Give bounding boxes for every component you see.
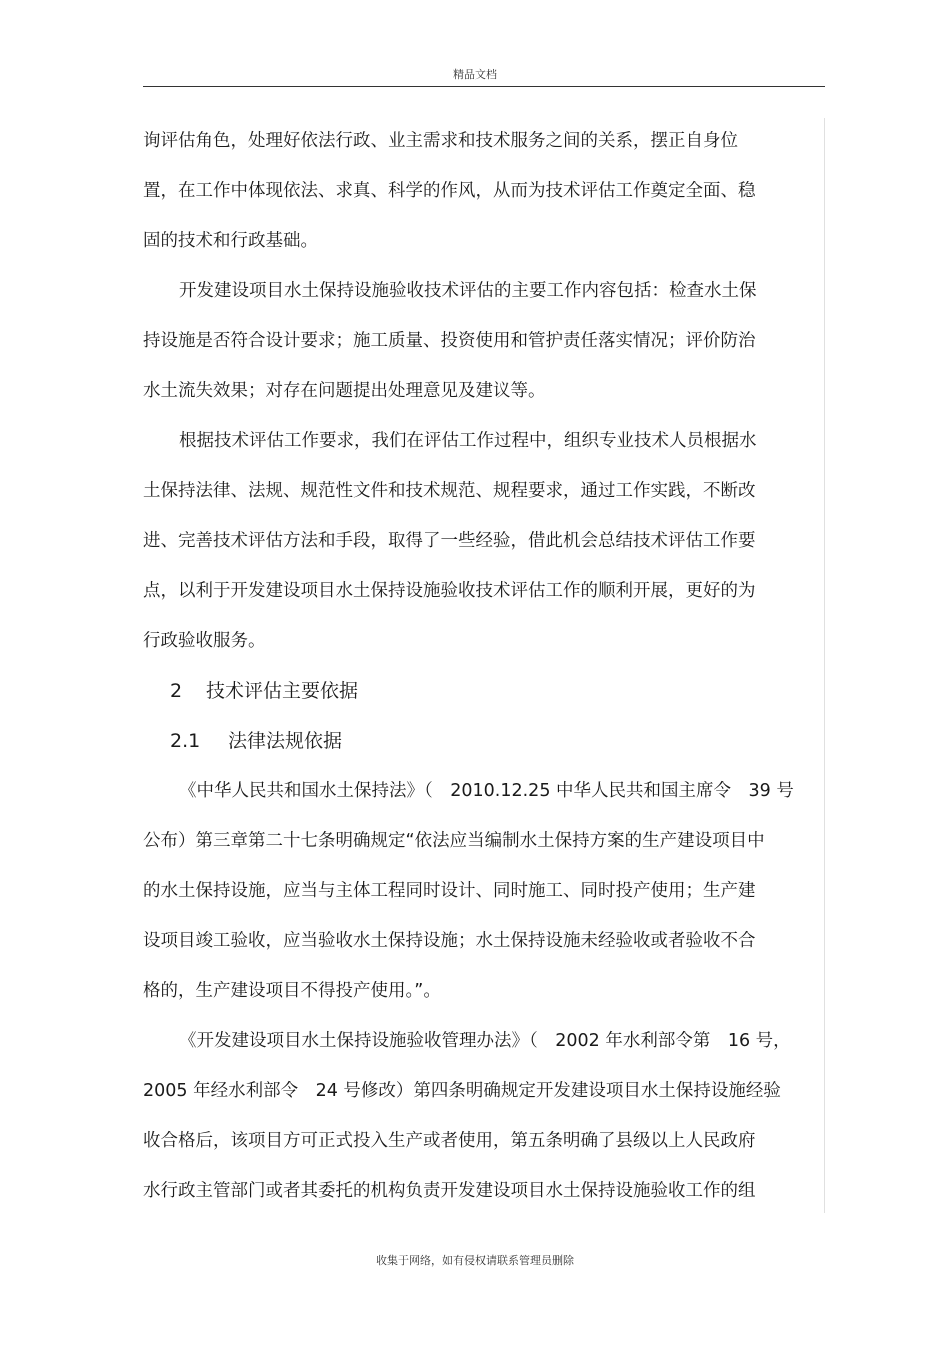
text-line: 的水土保持设施，应当与主体工程同时设计、同时施工、同时投产使用；生产建: [143, 881, 756, 901]
text-line: 固的技术和行政基础。: [143, 231, 318, 251]
text-line: 持设施是否符合设计要求；施工质量、投资使用和管护责任落实情况；评价防治: [143, 331, 756, 351]
page-header: 精品文档: [453, 68, 497, 81]
text-line: 格的，生产建设项目不得投产使用。”。: [143, 981, 441, 1001]
subsection-title: 法律法规依据: [228, 730, 343, 752]
page-edge-line: [824, 118, 825, 1213]
text-line: 水土流失效果；对存在问题提出处理意见及建议等。: [143, 381, 546, 401]
paragraph-first-line: 根据技术评估工作要求，我们在评估工作过程中，组织专业技术人员根据水: [179, 431, 757, 451]
paragraph-first-line: 《开发建设项目水土保持设施验收管理办法》（ 2002 年水利部令第 16 号，: [179, 1031, 791, 1051]
text-line: 水行政主管部门或者其委托的机构负责开发建设项目水土保持设施验收工作的组: [143, 1181, 756, 1201]
page-footer: 收集于网络，如有侵权请联系管理员删除: [376, 1254, 574, 1267]
text-line: 土保持法律、法规、规范性文件和技术规范、规程要求，通过工作实践，不断改: [143, 481, 756, 501]
section-title: 技术评估主要依据: [206, 680, 359, 702]
text-line: 收合格后，该项目方可正式投入生产或者使用，第五条明确了县级以上人民政府: [143, 1131, 756, 1151]
text-line: 设项目竣工验收，应当验收水土保持设施；水土保持设施未经验收或者验收不合: [143, 931, 756, 951]
header-divider: [143, 86, 825, 87]
document-body: [143, 124, 823, 1224]
paragraph-first-line: 开发建设项目水土保持设施验收技术评估的主要工作内容包括：检查水土保: [179, 281, 757, 301]
subsection-heading: [143, 724, 823, 774]
text-line: 点，以利于开发建设项目水土保持设施验收技术评估工作的顺利开展，更好的为: [143, 581, 756, 601]
text-line: 2005 年经水利部令 24 号修改）第四条明确规定开发建设项目水土保持设施经验: [143, 1081, 781, 1101]
text-line: 行政验收服务。: [143, 631, 266, 651]
section-number: 2: [170, 680, 183, 702]
text-line: 进、完善技术评估方法和手段，取得了一些经验，借此机会总结技术评估工作要: [143, 531, 756, 551]
section-heading: [143, 674, 823, 724]
text-line: 置，在工作中体现依法、求真、科学的作风，从而为技术评估工作奠定全面、稳: [143, 181, 756, 201]
text-line: 询评估角色，处理好依法行政、业主需求和技术服务之间的关系，摆正自身位: [143, 131, 738, 151]
subsection-number: 2.1: [170, 730, 201, 752]
text-line: 公布）第三章第二十七条明确规定“依法应当编制水土保持方案的生产建设项目中: [143, 831, 765, 851]
paragraph-first-line: 《中华人民共和国水土保持法》（ 2010.12.25 中华人民共和国主席令 39 号: [179, 781, 794, 801]
